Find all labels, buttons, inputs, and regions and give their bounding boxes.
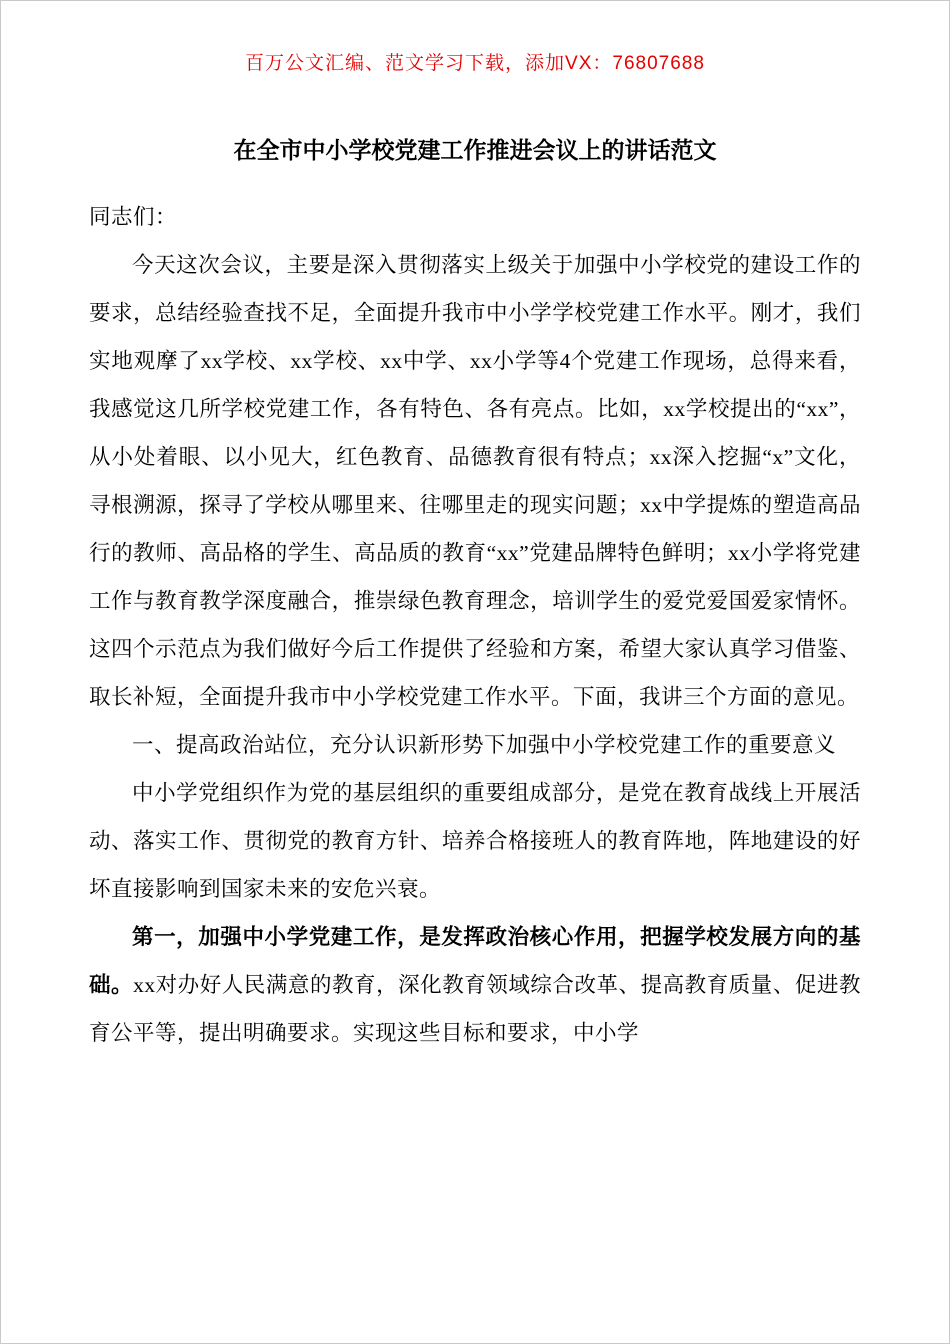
document-title: 在全市中小学校党建工作推进会议上的讲话范文 — [233, 138, 717, 163]
paragraph-text: xx对办好人民满意的教育，深化教育领域综合改革、提高教育质量、促进教育公平等，提出明确要求。实现这些目标和要求，中小学 — [89, 973, 861, 1045]
paragraph-text: 今天这次会议，主要是深入贯彻落实上级关于加强中小学校党的建设工作的要求，总结经验查找不足，全面提升我市中小学学校党建工作水平。刚才，我们实地观摩了xx学校、xx学校、xx中学、xx小学等4个党建工作现场，总得来看，我感觉这几所学校党建工作，各有特色、各有亮点。比如，xx学校提出的“xx”，从小处着眼、以小见大，红色教育、品德教育很有特点；xx深入挖掘“x”文化，寻根溯源，探寻了学校从哪里来、往哪里走的现实问题；xx中学提炼的塑造高品行的教师、高品格的学生、高品质的教育“xx”党建品牌特色鲜明；xx小学将党建工作与教育教学深度融合，推崇绿色教育理念，培训学生的爱党爱国爱家情怀。这四个示范点为我们做好今后工作提供了经验和方案，希望大家认真学习借鉴、取长补短，全面提升我市中小学校党建工作水平。下面，我讲三个方面的意见。 — [89, 253, 861, 709]
header-notice: 百万公文汇编、范文学习下载，添加VX：76807688 — [245, 53, 705, 74]
heading-section-one — [89, 721, 861, 769]
paragraph-text-bold: 第一，加强中小学党建工作，是发挥政治核心作用，把握学校发展方向的基础。 — [89, 925, 861, 997]
paragraph-first-point — [89, 913, 861, 1057]
paragraph-text: 同志们： — [89, 205, 178, 229]
salutation — [89, 193, 861, 241]
paragraph-text: 一、提高政治站位，充分认识新形势下加强中小学校党建工作的重要意义 — [132, 733, 837, 757]
paragraph-section-one-body — [89, 769, 861, 913]
paragraph-text: 中小学党组织作为党的基层组织的重要组成部分，是党在教育战线上开展活动、落实工作、贯彻党的教育方针、培养合格接班人的教育阵地，阵地建设的好坏直接影响到国家未来的安危兴衰。 — [89, 781, 861, 901]
document-body — [89, 193, 861, 1057]
paragraph-intro — [89, 241, 861, 721]
